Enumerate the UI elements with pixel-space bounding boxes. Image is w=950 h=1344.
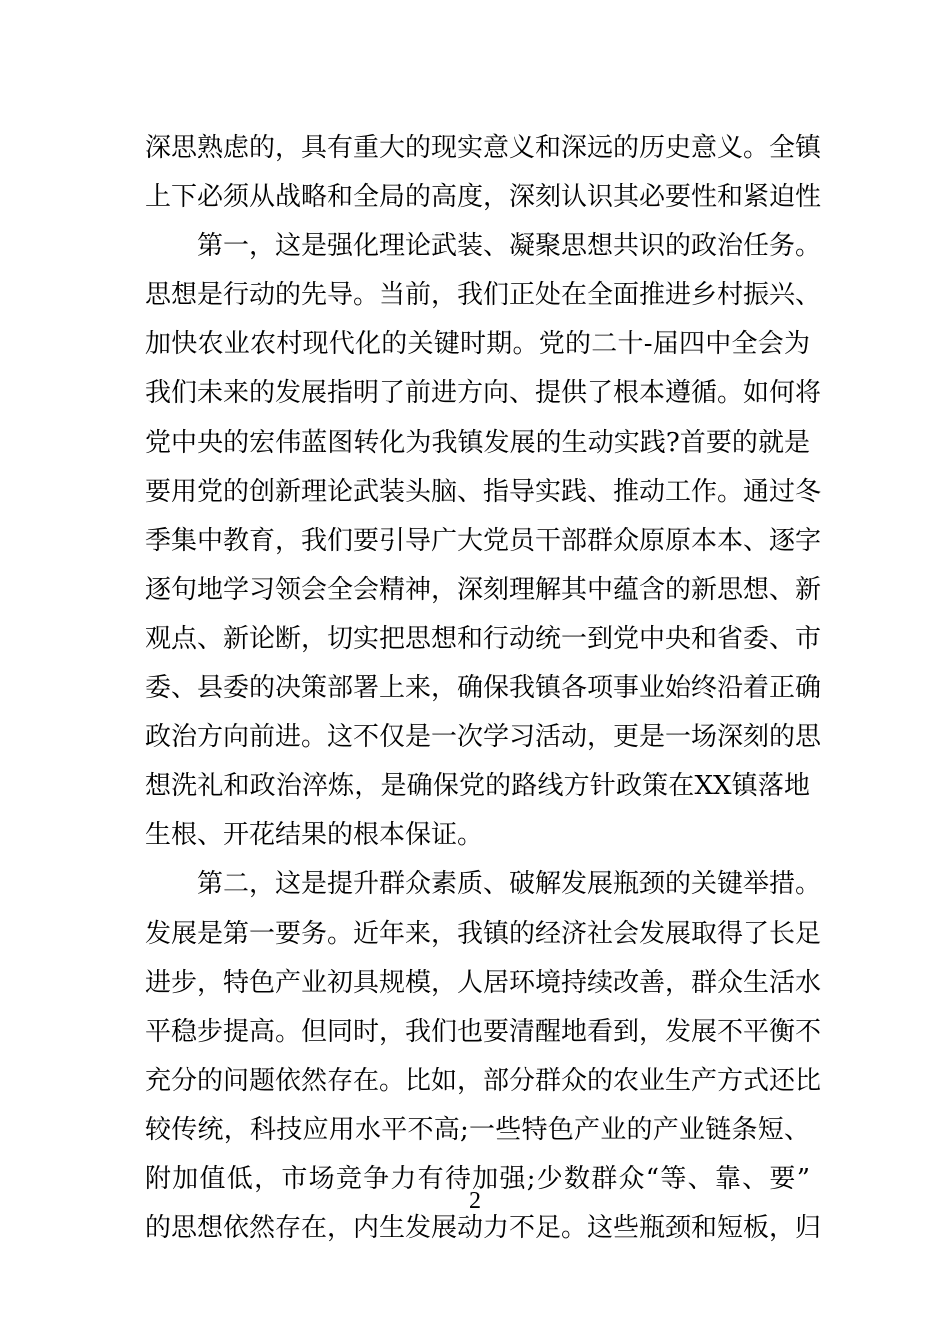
paragraph-start-line: 第二，这是提升群众素质、破解发展瓶颈的关键举措。 <box>197 869 822 900</box>
text-line: 要用党的创新理论武装头脑、指导实践、推动工作。通过冬 <box>145 476 822 507</box>
text-line: 发展是第一要务。近年来，我镇的经济社会发展取得了长足 <box>145 918 822 949</box>
text-line: 充分的问题依然存在。比如，部分群众的农业生产方式还比 <box>145 1065 822 1096</box>
text-line: 委、县委的决策部署上来，确保我镇各项事业始终沿着正确 <box>145 673 822 704</box>
text-line: 加快农业农村现代化的关键时期。党的二十-届四中全会为 <box>145 329 810 360</box>
text-line: 我们未来的发展指明了前进方向、提供了根本遵循。如何将 <box>145 378 822 409</box>
text-line: 上下必须从战略和全局的高度，深刻认识其必要性和紧迫性 <box>145 182 822 213</box>
paragraph-end-line: 生根、开花结果的根本保证。 <box>145 820 484 851</box>
text-line: 观点、新论断，切实把思想和行动统一到党中央和省委、市 <box>145 623 822 654</box>
text-line: 逐句地学习领会全会精神，深刻理解其中蕴含的新思想、新 <box>145 574 822 605</box>
text-line: 进步，特色产业初具规模，人居环境持续改善，群众生活水 <box>145 967 822 998</box>
text-line: 深思熟虑的，具有重大的现实意义和深远的历史意义。全镇 <box>145 133 822 163</box>
text-line: 平稳步提高。但同时，我们也要清醒地看到，发展不平衡不 <box>145 1016 822 1047</box>
page-number: 2 <box>469 1188 481 1214</box>
text-line: 较传统，科技应用水平不高;一些特色产业的产业链条短、 <box>145 1114 810 1145</box>
body-text <box>145 124 822 1253</box>
paragraph-start-line: 第一，这是强化理论武装、凝聚思想共识的政治任务。 <box>197 231 822 262</box>
text-line: 思想是行动的先导。当前，我们正处在全面推进乡村振兴、 <box>145 280 822 311</box>
text-line: 的思想依然存在，内生发展动力不足。这些瓶颈和短板，归 <box>145 1213 822 1244</box>
text-line: 党中央的宏伟蓝图转化为我镇发展的生动实践?首要的就是 <box>145 427 810 458</box>
text-line: 季集中教育，我们要引导广大党员干部群众原原本本、逐字 <box>145 525 822 556</box>
text-line: 附加值低，市场竞争力有待加强;少数群众“等、靠、要” <box>145 1163 810 1194</box>
text-line: 政治方向前进。这不仅是一次学习活动，更是一场深刻的思 <box>145 722 822 753</box>
text-line: 想洗礼和政治淬炼，是确保党的路线方针政策在XX镇落地 <box>145 771 810 802</box>
